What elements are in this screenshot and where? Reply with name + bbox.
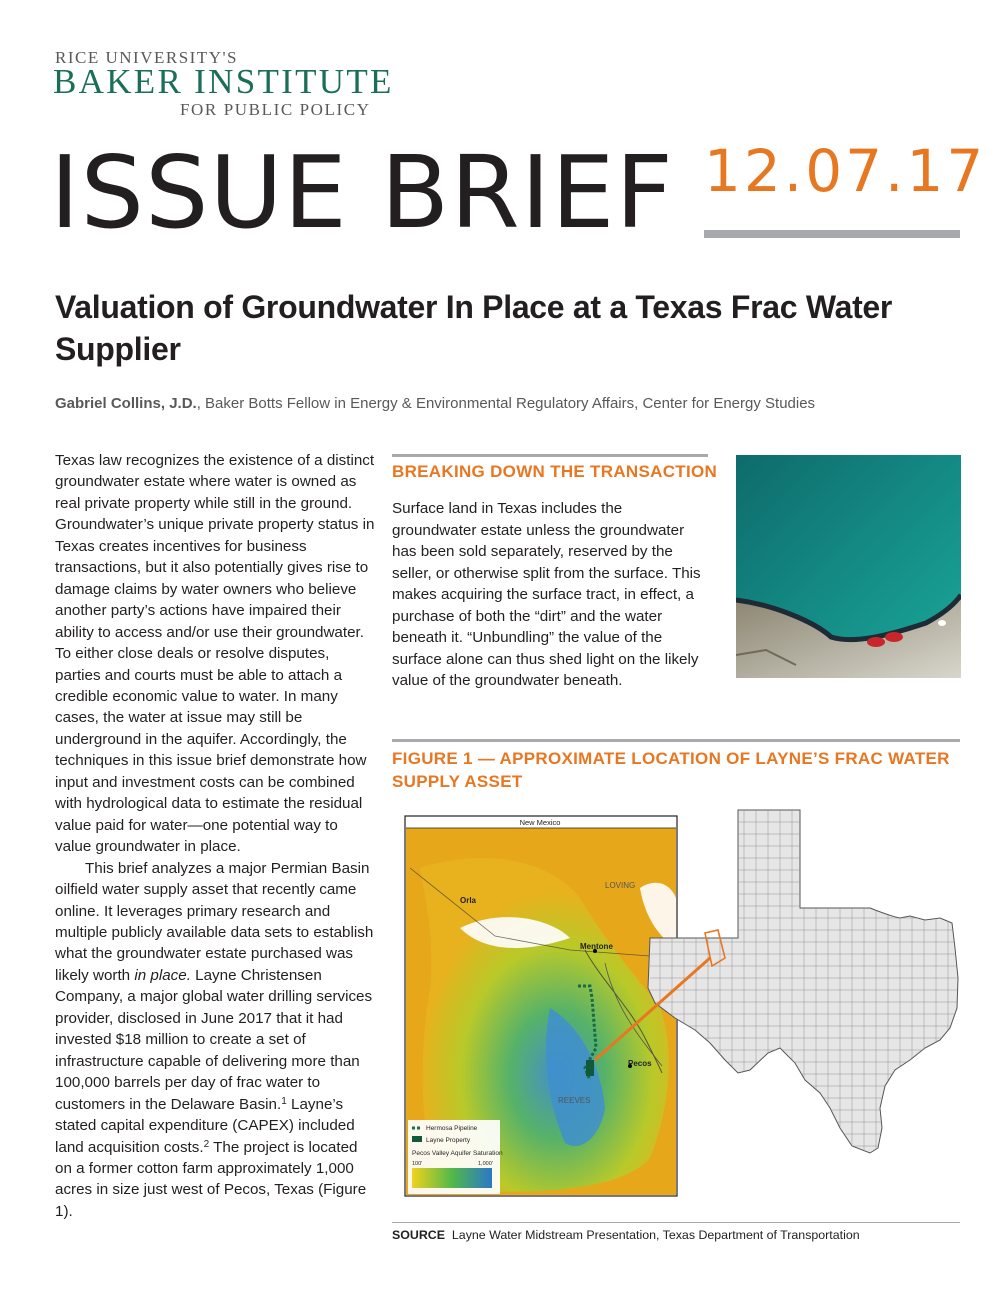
figure-heading: FIGURE 1 — APPROXIMATE LOCATION OF LAYNE’S FRAC WATER SUPPLY ASSET	[392, 749, 950, 791]
body-text: This brief analyzes a major Permian Basin oilfield water supply asset that recently came online. It leverages primary research and multiple publicly available data sets to establish what the groundwater estate purchased was likely worth	[55, 859, 374, 984]
logo-line-2: BAKER INSTITUTE	[53, 62, 394, 101]
source-rule	[392, 1222, 960, 1223]
legend-pipeline: Hermosa Pipeline	[426, 1125, 478, 1132]
logo-line-1: RICE UNIVERSITY'S	[55, 48, 238, 67]
footnote-ref-1[interactable]: 1	[281, 1095, 287, 1107]
body-paragraph-1: Texas law recognizes the existence of a distinct groundwater estate where water is owned as real private property while still in the ground. Groundwater’s unique private property status in Texas creates incentives for business transactions, but it also potentially gives rise to damage claims by water owners who believe another party’s actions have impaired their ability to access and/or use their groundwater. To either close deals or resolve disputes, parties and courts must be able to attach a credible economic value to water. In many cases, the water at issue may still be underground in the aquifer. Accordingly, the techniques in this issue brief demonstrate how input and investment costs can be combined with hydrological data to estimate the residual value paid for water—one potential way to value groundwater in place.	[55, 452, 375, 856]
legend-scale-max: 1,000'	[478, 1161, 493, 1167]
map-label-reeves: REEVES	[558, 1096, 591, 1105]
map-label-loving: LOVING	[605, 881, 636, 890]
issue-date: 12.07.17	[704, 137, 987, 205]
aerial-pond-photo	[736, 455, 961, 678]
masthead-label: ISSUE BRIEF	[50, 134, 674, 251]
body-text: Layne Christensen Company, a major global water drilling services provider, disclosed in June 2017 that it had invested $18 million to create a set of infrastructure capable of delivering more than 100,000 barrels per day of frac water to customers in the Delaware Basin.	[55, 966, 373, 1113]
legend-property: Layne Property	[426, 1137, 471, 1144]
figure-source	[392, 1228, 860, 1242]
author-affiliation: , Baker Botts Fellow in Energy & Environmental Regulatory Affairs, Center for Energy Studies	[196, 395, 816, 412]
source-text: Layne Water Midstream Presentation, Texas Department of Transportation	[451, 1228, 860, 1242]
map-label-orla: Orla	[460, 896, 477, 905]
logo-line-3: FOR PUBLIC POLICY	[180, 100, 371, 119]
map-label-mentone: Mentone	[580, 942, 613, 951]
sidebar-rule	[392, 454, 708, 457]
body-text: The project is located on a former cotton farm approximately 1,000 acres in size just west of Pecos, Texas (Figure 1).	[55, 1138, 367, 1220]
date-rule	[704, 230, 960, 238]
sidebar-heading: BREAKING DOWN THE TRANSACTION	[392, 462, 718, 481]
source-label: SOURCE	[392, 1228, 446, 1242]
body-text: Layne’s stated capital expenditure (CAPEX) included land acquisition costs.	[55, 1095, 355, 1156]
legend-saturation: Pecos Valley Aquifer Saturation	[412, 1150, 503, 1157]
byline	[55, 395, 935, 412]
sidebar-text: Surface land in Texas includes the groundwater estate unless the groundwater has been sold separately, reserved by the seller, or otherwise split from the surface. This makes acquiring the surface tract, in effect, a purchase of both the “dirt” and the water beneath it. “Unbundling” the value of the surface alone can thus shed light on the likely value of the groundwater beneath.	[392, 500, 701, 689]
legend-scale-min: 100'	[412, 1161, 423, 1167]
author-name: Gabriel Collins, J.D.	[55, 395, 197, 412]
body-emphasis: in place.	[134, 966, 191, 984]
document-title: Valuation of Groundwater In Place at a Texas Frac Water Supplier	[55, 289, 893, 367]
figure-rule	[392, 739, 960, 742]
figure-1-maps	[400, 808, 960, 1203]
footnote-ref-2[interactable]: 2	[203, 1138, 210, 1150]
body-column	[55, 450, 377, 1222]
body-paragraph-2	[55, 858, 377, 1223]
map-label-pecos: Pecos	[628, 1059, 652, 1068]
map-label-state: New Mexico	[519, 818, 561, 827]
